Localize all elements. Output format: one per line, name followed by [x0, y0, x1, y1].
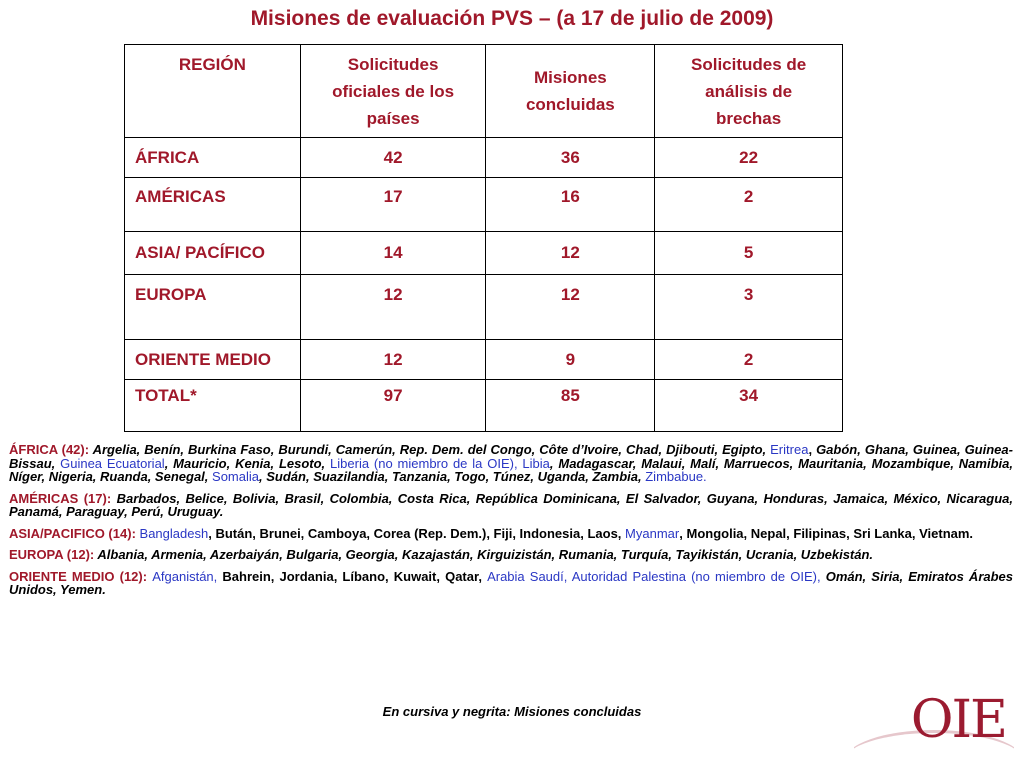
country-notes: [9, 443, 1013, 605]
note-africa-label: ÁFRICA (42): [9, 442, 85, 457]
note-oriente-label: ORIENTE MEDIO (12): [9, 568, 143, 584]
row-solicitudes: 12: [300, 340, 486, 380]
note-country-pending: Eritrea: [770, 442, 809, 457]
note-text: Gabón, Ghana, Guinea, Guinea-Bissau,: [9, 442, 1013, 471]
row-brechas: 5: [655, 232, 843, 275]
table-row: [125, 340, 843, 380]
header-solicitudes-line2: oficiales de los: [332, 81, 455, 101]
row-region: ÁFRICA: [125, 138, 301, 178]
note-country-pending: Liberia (no miembro de la OIE), Libia: [330, 455, 550, 471]
note-country-pending: Bangladesh: [139, 525, 209, 541]
header-solicitudes: [300, 45, 486, 138]
pvs-missions-table: [124, 44, 843, 432]
row-misiones: 16: [486, 178, 655, 232]
header-region: REGIÓN: [125, 45, 301, 138]
note-text: Argelia, Benín, Burkina Faso, Burundi, Camerún, Rep. Dem. del Congo, Côte d’Ivoire, Chad, Djibouti, Egipto,: [92, 442, 767, 457]
header-brechas-line1: Solicitudes de: [691, 54, 807, 74]
row-misiones: 9: [486, 340, 655, 380]
header-misiones-line2: concluidas: [525, 95, 615, 114]
note-text: Barbados, Belice, Bolivia, Brasil, Colombia, Costa Rica, República Dominicana, El Salvador, Guyana, Honduras, Jamaica, México, Nicaragua, Panamá, Paraguay, Perú, Uruguay.: [9, 490, 1013, 519]
row-misiones: 12: [486, 275, 655, 340]
note-europa-label: EUROPA (12): [9, 547, 90, 562]
row-brechas: 3: [655, 275, 843, 340]
row-region: TOTAL*: [125, 380, 301, 432]
note-country-pending: Myanmar: [625, 525, 680, 541]
note-text: Sudán, Suazilandia, Tanzania, Togo, Túnez, Uganda, Zambia,: [266, 469, 642, 484]
header-brechas-line2: análisis de: [705, 81, 793, 101]
note-americas-label: AMÉRICAS (17): [9, 490, 107, 506]
row-brechas: 34: [655, 380, 843, 432]
row-solicitudes: 42: [300, 138, 486, 178]
row-region: ASIA/ PACÍFICO: [125, 232, 301, 275]
note-africa: ÁFRICA (42): Argelia, Benín, Burkina Faso, Burundi, Camerún, Rep. Dem. del Congo, Côte d’Ivoire, Chad, Djibouti, Egipto, Eritrea, Gabón, Ghana, Guinea, Guinea-Bissau, Guinea Ecuatorial, Mauricio, Kenia, Lesoto, Liberia (no miembro de la OIE), Libia, Madagascar, Malaui, Malí, Marruecos, Mauritania, Mozambique, Namibia, Níger, Nigeria, Ruanda, Senegal, Somalia, Sudán, Suazilandia, Tanzania, Togo, Túnez, Uganda, Zambia, Zimbabue.: [9, 442, 1013, 484]
note-oriente: ORIENTE MEDIO (12): Afganistán, Bahrein, Jordania, Líbano, Kuwait, Qatar, Arabia Saudí, Autoridad Palestina (no miembro de OIE), Omán, Siria, Emiratos Árabes Unidos, Yemen.: [9, 568, 1014, 597]
note-europa: EUROPA (12): Albania, Armenia, Azerbaiyán, Bulgaria, Georgia, Kazajastán, Kirguizistán, Rumania, Turquía, Tayikistán, Ucrania, Uzbekistán.: [9, 547, 874, 562]
note-text: Mongolia, Nepal, Filipinas, Sri Lanka, Vietnam.: [686, 525, 974, 541]
note-country-pending: Guinea Ecuatorial: [60, 455, 165, 471]
note-text: Bahrein, Jordania, Líbano, Kuwait, Qatar,: [222, 568, 482, 584]
table-row: [125, 380, 843, 432]
header-misiones-line1: Misiones: [533, 68, 607, 87]
row-solicitudes: 12: [300, 275, 486, 340]
note-text: Madagascar, Malaui, Malí, Marruecos, Mauritania, Mozambique, Namibia, Níger, Nigeria, Ruanda, Senegal,: [9, 455, 1013, 484]
header-misiones: [486, 45, 655, 138]
header-solicitudes-line3: países: [366, 108, 420, 128]
row-misiones: 36: [486, 138, 655, 178]
header-solicitudes-line1: Solicitudes: [347, 54, 439, 74]
note-country-pending: Somalia: [212, 469, 259, 484]
row-brechas: 2: [655, 340, 843, 380]
note-country-pending: Zimbabue.: [645, 469, 707, 484]
row-region: EUROPA: [125, 275, 301, 340]
note-americas: AMÉRICAS (17): Barbados, Belice, Bolivia, Brasil, Colombia, Costa Rica, República Dominicana, El Salvador, Guyana, Honduras, Jamaica, México, Nicaragua, Panamá, Paraguay, Perú, Uruguay.: [9, 490, 1013, 519]
logo-letters: OIE: [910, 696, 1006, 750]
table-row: [125, 178, 843, 232]
row-solicitudes: 97: [300, 380, 486, 432]
note-text: Bután, Brunei, Camboya, Corea (Rep. Dem.), Fiji, Indonesia, Laos,: [215, 525, 622, 541]
row-misiones: 12: [486, 232, 655, 275]
row-brechas: 2: [655, 178, 843, 232]
row-region: AMÉRICAS: [125, 178, 301, 232]
table-row: [125, 232, 843, 275]
row-solicitudes: 14: [300, 232, 486, 275]
legend-note: En cursiva y negrita: Misiones concluidas: [382, 704, 642, 719]
header-brechas-line3: brechas: [716, 108, 782, 128]
header-brechas: [655, 45, 843, 138]
oie-logo: [854, 696, 1014, 764]
table-row: [125, 138, 843, 178]
note-country-pending: Afganistán,: [152, 568, 218, 584]
note-asia: ASIA/PACIFICO (14): Bangladesh, Bután, Brunei, Camboya, Corea (Rep. Dem.), Fiji, Indonesia, Laos, Myanmar, Mongolia, Nepal, Filipinas, Sri Lanka, Vietnam.: [9, 525, 974, 541]
row-brechas: 22: [655, 138, 843, 178]
page-title: Misiones de evaluación PVS – (a 17 de julio de 2009): [250, 7, 774, 30]
note-text: Mauricio, Kenia, Lesoto,: [173, 455, 326, 471]
table-row: [125, 275, 843, 340]
row-region: ORIENTE MEDIO: [125, 340, 301, 380]
note-text: Albania, Armenia, Azerbaiyán, Bulgaria, Georgia, Kazajastán, Kirguizistán, Rumania, Turquía, Tayikistán, Ucrania, Uzbekistán.: [97, 547, 874, 562]
table-header-row: [125, 45, 843, 138]
note-country-pending: Arabia Saudí, Autoridad Palestina (no miembro de OIE),: [487, 568, 821, 584]
row-solicitudes: 17: [300, 178, 486, 232]
note-asia-label: ASIA/PACIFICO (14): [9, 525, 132, 541]
row-misiones: 85: [486, 380, 655, 432]
note-text: Omán, Siria, Emiratos Árabes Unidos, Yemen.: [9, 568, 1014, 597]
